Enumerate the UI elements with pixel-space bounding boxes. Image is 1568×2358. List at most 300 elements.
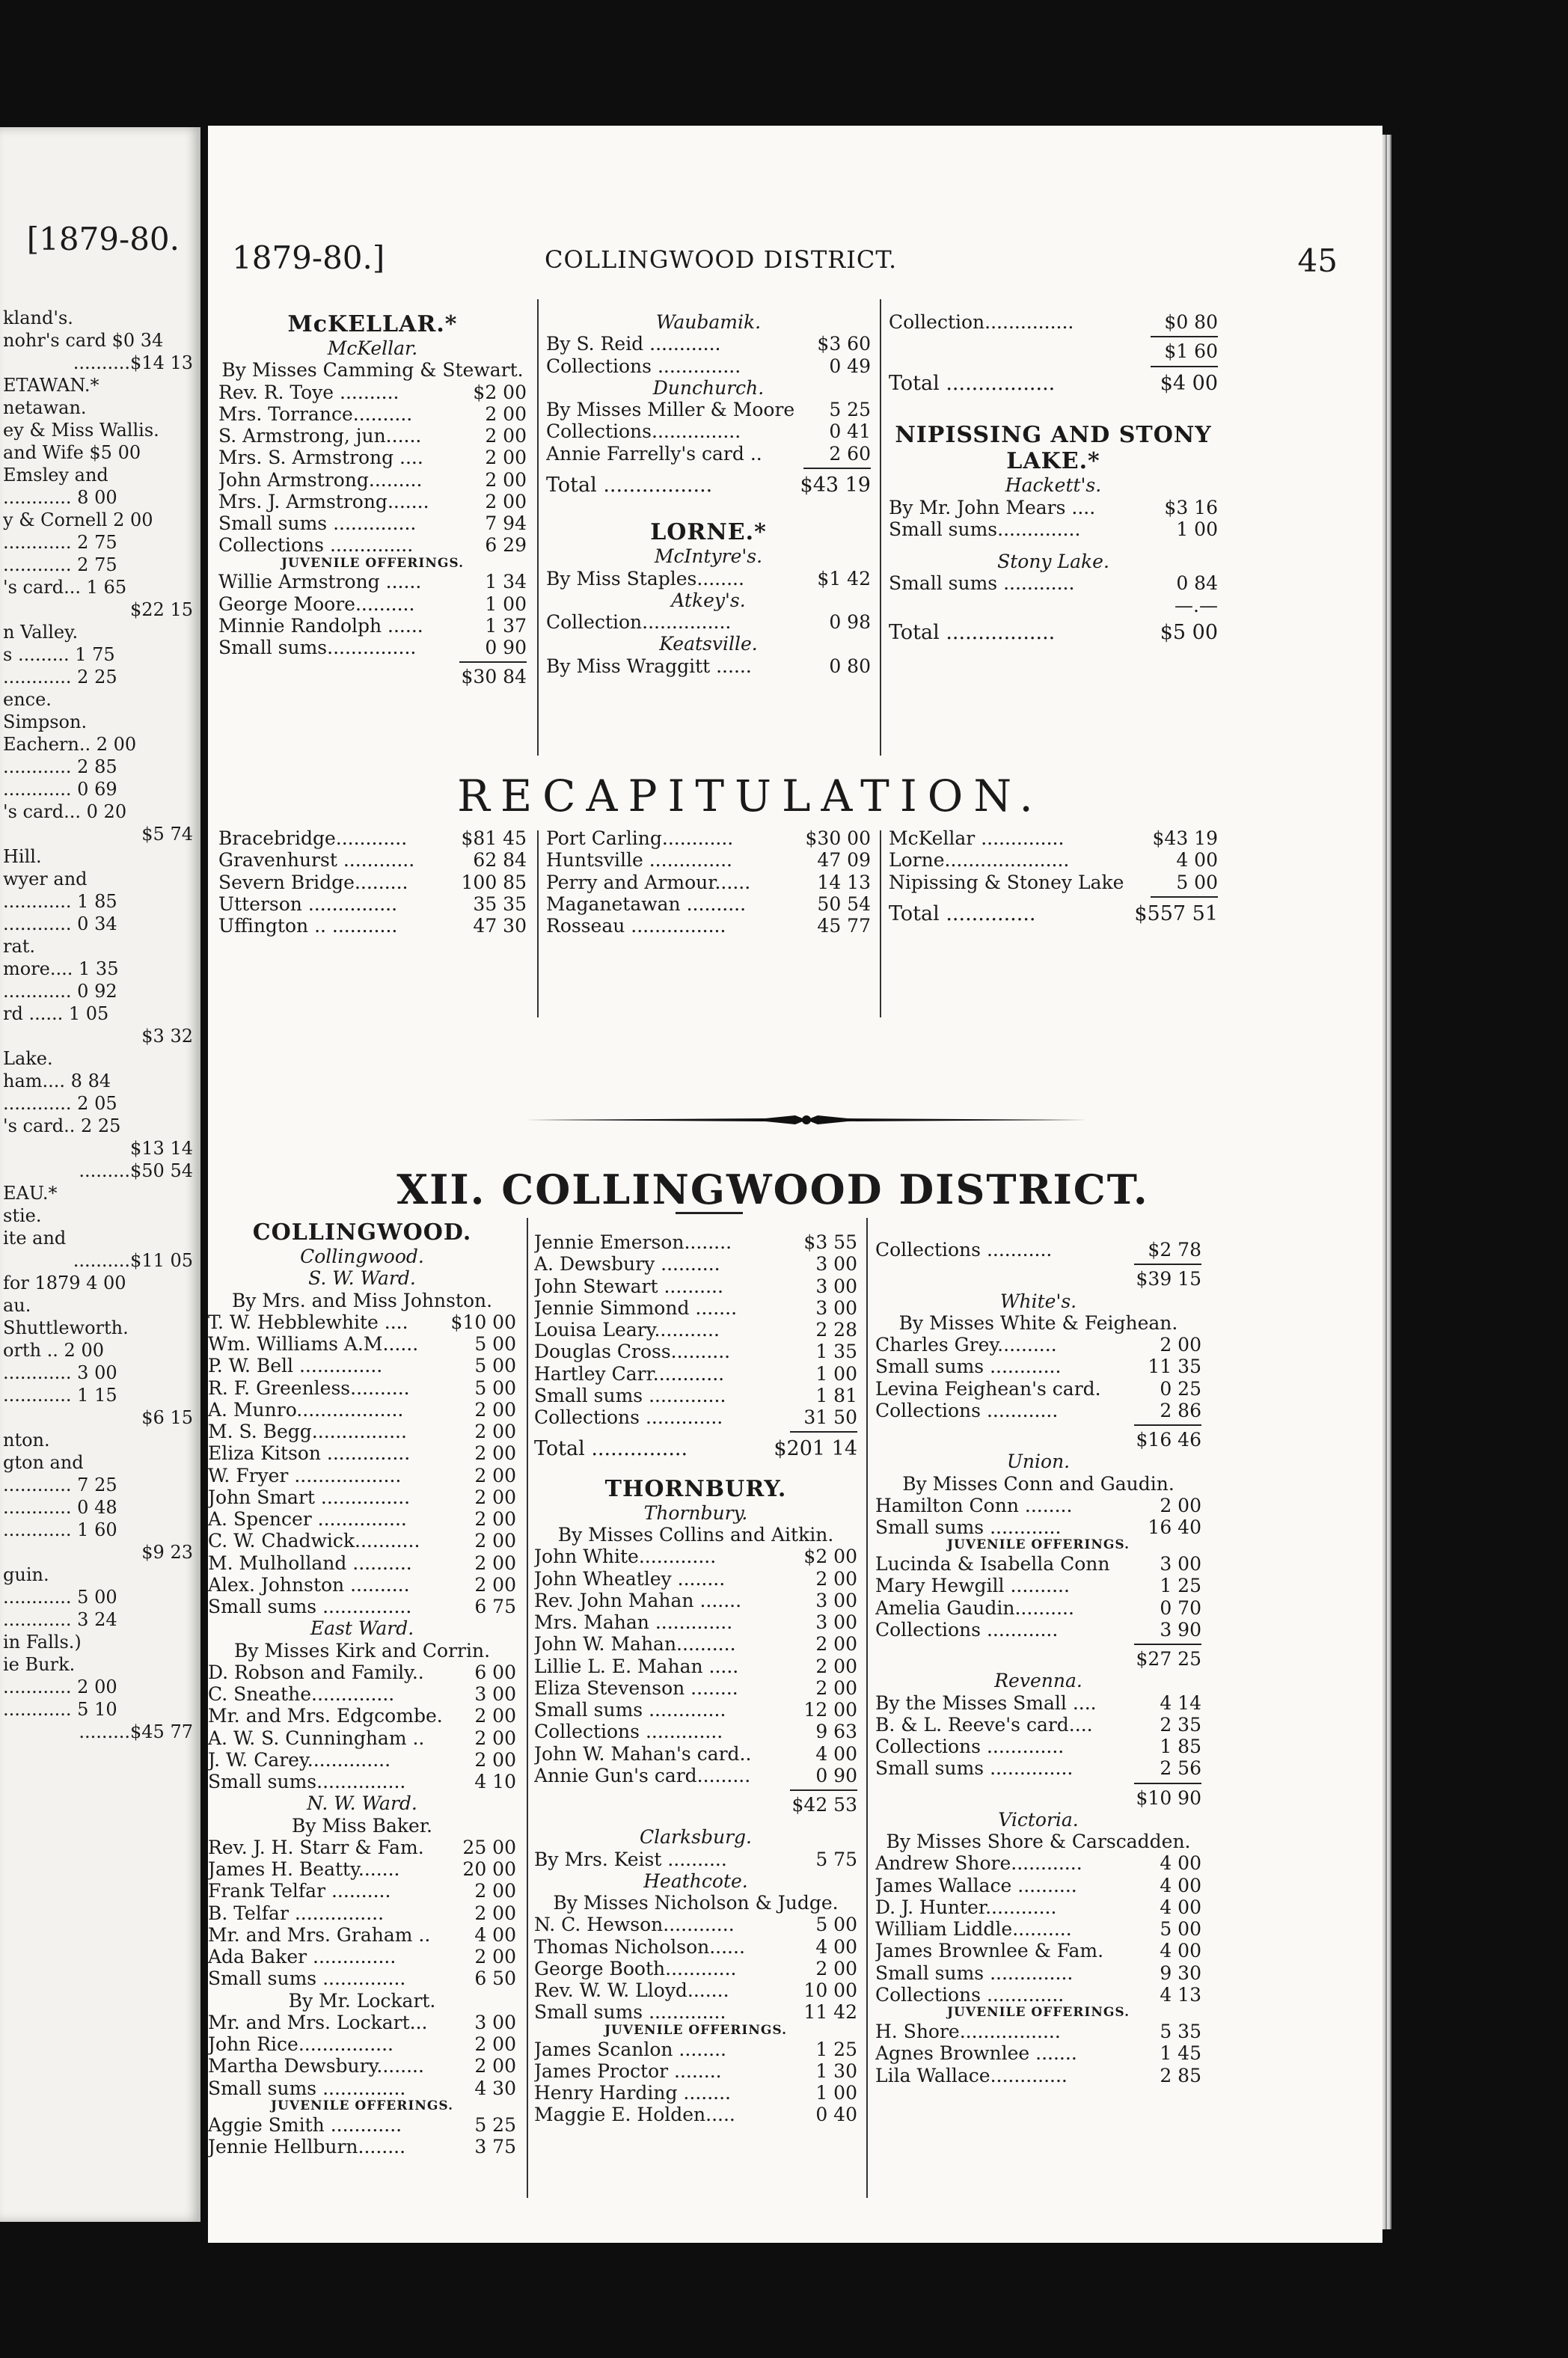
entry-row — [534, 1253, 857, 1275]
entry-name: John White............. — [534, 1546, 717, 1568]
total-row — [546, 474, 871, 497]
entry-name: Utterson ............... — [218, 892, 398, 915]
sum-rule — [1134, 1644, 1201, 1645]
left-page-line: netawan. — [3, 397, 87, 418]
entry-name: By S. Reid ............ — [546, 333, 721, 355]
entry-name: Small sums .............. — [218, 512, 417, 535]
recap-row — [218, 915, 527, 937]
entry-name: Small sums ............ — [889, 572, 1075, 595]
sum-rule — [1151, 366, 1218, 367]
entry-amount: 1 30 — [815, 2060, 857, 2082]
recap-col-2 — [546, 827, 871, 937]
entry-name: John W. Mahan.......... — [534, 1633, 736, 1656]
entry-name: Rev. John Mahan ....... — [534, 1589, 742, 1611]
left-page-line: kland's. — [3, 307, 73, 328]
entry-name: Small sums .............. — [208, 1967, 406, 1990]
entry-amount: 2 00 — [1160, 1334, 1201, 1356]
entry-amount: $1 42 — [817, 567, 871, 590]
entry-name: Hamilton Conn ........ — [875, 1494, 1073, 1516]
collingwood-column — [208, 1219, 516, 2158]
left-page-line: ..........$14 13 — [73, 352, 193, 373]
entry-amount: 4 00 — [1176, 849, 1218, 872]
entry-amount: 2 00 — [474, 1530, 516, 1552]
entry-row — [208, 1596, 516, 1617]
entry-amount: 1 81 — [815, 1384, 857, 1406]
left-page-line: ey & Miss Wallis. — [3, 420, 159, 441]
entry-amount: 11 42 — [803, 2001, 857, 2024]
entry-name: Collections .............. — [218, 534, 414, 557]
entry-amount: 5 00 — [474, 1355, 516, 1377]
recap-row — [889, 849, 1218, 871]
entry-row — [875, 1334, 1201, 1356]
entry-row — [218, 447, 527, 468]
entry-name: Wm. Williams A.M...... — [208, 1333, 419, 1356]
entry-amount: 14 13 — [817, 871, 871, 893]
entry-name: S. Armstrong, jun...... — [218, 425, 422, 447]
entry-name: By Mrs. Keist .......... — [534, 1848, 727, 1870]
left-page-line: ............ 0 48 — [3, 1497, 117, 1518]
recap-row — [546, 872, 871, 893]
entry-amount: 3 00 — [474, 1683, 516, 1706]
entry-name: Frank Telfar .......... — [208, 1880, 391, 1902]
entry-amount: 1 00 — [1176, 518, 1218, 540]
entry-amount: $0 80 — [1164, 311, 1218, 333]
entry-row — [208, 1705, 516, 1727]
column-divider — [880, 299, 881, 756]
left-page-line: ............ 2 25 — [3, 667, 117, 688]
recap-col-1 — [218, 827, 527, 937]
subtotal: $27 25 — [1136, 1648, 1201, 1670]
entry-amount: 3 00 — [1160, 1553, 1201, 1575]
sum-rule — [790, 1789, 857, 1791]
entry-amount: 3 00 — [815, 1275, 857, 1297]
entry-row — [218, 534, 527, 556]
left-page-line: ..........$11 05 — [73, 1250, 193, 1271]
entry-amount: 1 25 — [1160, 1575, 1201, 1597]
entry-amount: 6 75 — [474, 1596, 516, 1618]
left-page-line: $6 15 — [141, 1407, 193, 1428]
entry-row — [546, 399, 871, 420]
juvenile-heading: JUVENILE OFFERINGS. — [604, 2022, 787, 2038]
entry-row — [875, 1400, 1201, 1421]
entry-row — [889, 311, 1218, 333]
entry-name: Rev. W. W. Lloyd....... — [534, 1979, 729, 2002]
entry-amount: 2 00 — [474, 1573, 516, 1596]
entry-amount: 2 00 — [815, 1655, 857, 1677]
entry-row — [208, 1399, 516, 1421]
entry-name: Collections ........... — [875, 1239, 1053, 1261]
entry-amount: 2 00 — [474, 1705, 516, 1727]
total-label: Total ............... — [534, 1437, 688, 1461]
entry-amount: 4 00 — [1160, 1852, 1201, 1875]
entry-name: Collections ............. — [534, 1406, 723, 1428]
entry-name: J. W. Carey.............. — [208, 1748, 391, 1771]
entry-amount: 4 00 — [1160, 1874, 1201, 1896]
sum-rule — [1134, 1264, 1201, 1265]
total-label: Total ................. — [889, 371, 1056, 395]
entry-amount: 2 00 — [1160, 1494, 1201, 1516]
entry-amount: 11 35 — [1148, 1356, 1201, 1378]
entry-name: By Misses Miller & Moore — [546, 399, 795, 420]
entry-name: Mrs. Torrance.......... — [218, 402, 413, 425]
entry-name: Annie Farrelly's card .. — [546, 442, 762, 465]
entry-amount: 2 00 — [474, 2055, 516, 2077]
entry-name: Small sums............... — [208, 1771, 406, 1793]
entry-row — [208, 2077, 516, 2099]
entry-row — [218, 469, 527, 491]
entry-amount: 0 90 — [815, 1764, 857, 1786]
header-year: 1879-80.] — [232, 239, 385, 276]
mission-title: McKELLAR.* — [287, 311, 458, 337]
entry-row — [875, 1378, 1201, 1400]
entry-amount: 0 25 — [1160, 1377, 1201, 1400]
mission-title: COLLINGWOOD. — [252, 1219, 472, 1246]
collectors-line: By Mr. Lockart. — [288, 1989, 436, 2012]
left-page-line: ............ 2 75 — [3, 554, 117, 575]
entry-row — [534, 1568, 857, 1590]
entry-amount: 2 00 — [474, 1421, 516, 1443]
entry-name: John Wheatley ........ — [534, 1567, 726, 1590]
nipissing-column — [889, 311, 1218, 644]
entry-amount: $2 00 — [473, 381, 527, 403]
entry-row — [889, 497, 1218, 518]
total-label: Total .............. — [889, 901, 1036, 925]
entry-row — [534, 1297, 857, 1319]
entry-row — [534, 1611, 857, 1633]
mission-subtitle: Heathcote. — [643, 1869, 748, 1892]
entry-name: Mr. and Mrs. Edgcombe. — [208, 1705, 443, 1727]
juvenile-heading: JUVENILE OFFERINGS. — [947, 2005, 1130, 2021]
entry-amount: 2 00 — [474, 1508, 516, 1531]
entry-row — [875, 1962, 1201, 1984]
entry-row — [546, 611, 871, 633]
entry-amount: 2 00 — [474, 1946, 516, 1968]
left-page-line: ............ 7 25 — [3, 1474, 117, 1495]
entry-row — [218, 637, 527, 658]
entry-amount: 25 00 — [462, 1836, 516, 1858]
mission-subtitle: McIntyre's. — [654, 545, 763, 568]
entry-name: George Booth............ — [534, 1957, 737, 1979]
entry-row — [889, 518, 1218, 540]
entry-row — [208, 1333, 516, 1355]
left-page-line: stie. — [3, 1205, 42, 1226]
page-number: 45 — [1297, 242, 1338, 279]
entry-name: Collections............... — [546, 420, 741, 443]
entry-amount: 0 90 — [485, 637, 527, 659]
total-row — [889, 902, 1218, 926]
left-page-line: Eachern.. 2 00 — [3, 734, 137, 755]
entry-name: Small sums ............. — [534, 2001, 726, 2024]
entry-amount: 2 00 — [474, 1464, 516, 1486]
entry-name: William Liddle.......... — [875, 1918, 1072, 1941]
entry-name: Small sums............... — [218, 637, 417, 659]
left-page-line: nohr's card $0 34 — [3, 330, 164, 351]
left-page — [0, 127, 200, 2222]
entry-amount: 0 98 — [829, 611, 871, 634]
entry-name: James Brownlee & Fam. — [875, 1940, 1104, 1962]
entry-name: D. J. Hunter............ — [875, 1896, 1057, 1918]
entry-name: Port Carling............ — [546, 827, 734, 849]
left-page-line: ............ 0 92 — [3, 981, 117, 1002]
left-page-lines — [3, 307, 193, 1743]
sum-rule — [1134, 1424, 1201, 1426]
left-page-line: au. — [3, 1295, 31, 1316]
subtotal: $16 46 — [1136, 1429, 1201, 1451]
entry-row — [875, 1692, 1201, 1714]
left-page-line: ............ 5 00 — [3, 1587, 117, 1608]
entry-name: By Miss Staples........ — [546, 567, 744, 590]
collectors-line: By Misses Nicholson & Judge. — [553, 1892, 839, 1914]
entry-amount: $3 55 — [803, 1231, 857, 1253]
entry-name: Mr. and Mrs. Lockart... — [208, 2011, 428, 2033]
entry-amount: 5 00 — [815, 1914, 857, 1936]
mission-subtitle: McKellar. — [327, 337, 418, 360]
entry-row — [534, 1231, 857, 1253]
entry-name: Collections .............. — [546, 355, 741, 377]
entry-row — [534, 1743, 857, 1765]
entry-row — [546, 655, 871, 677]
entry-name: Lillie L. E. Mahan ..... — [534, 1655, 739, 1677]
entry-name: Agnes Brownlee ....... — [875, 2042, 1077, 2065]
entry-row — [875, 1516, 1201, 1538]
juvenile-heading: JUVENILE OFFERINGS. — [281, 555, 464, 571]
entry-amount: 2 00 — [474, 1902, 516, 1924]
entry-amount: 6 00 — [474, 1661, 516, 1683]
left-page-line: ............ 8 00 — [3, 487, 117, 508]
entry-amount: 3 00 — [815, 1253, 857, 1276]
entry-name: Collections ............. — [875, 1736, 1065, 1758]
left-page-line: ham.... 8 84 — [3, 1071, 111, 1091]
entry-name: Jennie Emerson........ — [534, 1231, 732, 1253]
entry-row — [208, 1442, 516, 1464]
waubamik-column — [546, 311, 871, 677]
collectors-line: By Misses Camming & Stewart. — [221, 359, 524, 382]
collectors-line: By Miss Baker. — [291, 1814, 432, 1837]
entry-amount: 4 00 — [1160, 1940, 1201, 1962]
entry-name: Jennie Hellburn........ — [208, 2135, 406, 2158]
entry-name: Thomas Nicholson...... — [534, 1935, 745, 1958]
sum-rule — [803, 468, 871, 469]
entry-row — [534, 2060, 857, 2082]
entry-row — [534, 1319, 857, 1341]
entry-name: M. S. Begg................ — [208, 1421, 407, 1443]
entry-name: Mrs. Mahan ............. — [534, 1611, 733, 1634]
entry-name: H. Shore................. — [875, 2021, 1061, 2042]
entry-amount: 2 00 — [474, 1880, 516, 1902]
entry-name: James Wallace .......... — [875, 1874, 1077, 1896]
entry-row — [218, 593, 527, 615]
entry-row — [875, 2021, 1201, 2042]
left-page-line: ............ 3 00 — [3, 1362, 117, 1383]
subtotal: $1 60 — [1164, 340, 1218, 363]
entry-name: N. C. Hewson............ — [534, 1914, 735, 1936]
entry-name: Maggie E. Holden..... — [534, 2104, 735, 2126]
entry-name: Mrs. S. Armstrong .... — [218, 447, 423, 469]
entry-name: Lorne..................... — [889, 849, 1070, 872]
entry-row — [208, 1749, 516, 1771]
collectors-line: By Misses White & Feighean. — [898, 1311, 1178, 1334]
entry-row — [534, 1633, 857, 1655]
mission-subtitle: Thornbury. — [643, 1501, 748, 1524]
left-page-line: .........$45 77 — [79, 1721, 193, 1742]
left-page-line: ETAWAN.* — [3, 375, 99, 396]
page-header — [223, 239, 1338, 284]
sum-rule — [459, 661, 527, 663]
column-divider — [537, 299, 539, 756]
column-divider — [527, 1218, 528, 2198]
entry-row — [208, 2012, 516, 2033]
entry-name: W. Fryer .................. — [208, 1464, 402, 1486]
entry-name: Small sums ............ — [875, 1356, 1062, 1378]
entry-row — [208, 1552, 516, 1574]
entry-name: James H. Beatty....... — [208, 1858, 400, 1881]
entry-amount: 4 14 — [1160, 1691, 1201, 1714]
column-divider — [866, 1218, 868, 2198]
entry-amount: 4 00 — [815, 1935, 857, 1958]
entry-row — [208, 1486, 516, 1508]
left-page-line: $5 74 — [141, 824, 193, 845]
entry-name: Willie Armstrong ...... — [218, 571, 422, 593]
recap-row — [546, 849, 871, 871]
entry-amount: 3 00 — [815, 1296, 857, 1319]
entry-amount: 47 09 — [817, 849, 871, 872]
collectors-line: By Misses Conn and Gaudin. — [902, 1472, 1175, 1495]
entry-amount: 1 45 — [1160, 2042, 1201, 2065]
entry-row — [208, 1924, 516, 1946]
entry-row — [875, 1495, 1201, 1516]
entry-amount: 2 00 — [815, 1567, 857, 1590]
left-page-line: Shuttleworth. — [3, 1317, 129, 1338]
entry-row — [208, 1858, 516, 1880]
left-page-line: nton. — [3, 1430, 50, 1451]
entry-name: C. W. Chadwick........... — [208, 1530, 420, 1552]
entry-amount: 2 56 — [1160, 1757, 1201, 1780]
mission-subtitle: White's. — [999, 1290, 1077, 1312]
entry-amount: 4 00 — [1160, 1896, 1201, 1918]
entry-row — [208, 1377, 516, 1399]
entry-amount: 6 29 — [485, 534, 527, 557]
entry-amount: 3 75 — [474, 2135, 516, 2158]
entry-amount: 2 00 — [815, 1633, 857, 1656]
entry-amount: 0 70 — [1160, 1596, 1201, 1619]
entry-amount: 35 35 — [473, 892, 527, 915]
left-page-line: y & Cornell 2 00 — [3, 509, 153, 530]
entry-name: John Smart ............... — [208, 1486, 411, 1508]
entry-amount: 5 25 — [474, 2113, 516, 2136]
entry-amount: 5 00 — [474, 1333, 516, 1356]
entry-name: Minnie Randolph ...... — [218, 614, 423, 637]
column-divider — [537, 830, 539, 1017]
left-page-line: gton and — [3, 1452, 84, 1473]
entry-name: Collection............... — [546, 611, 732, 634]
left-page-line: ............ 5 10 — [3, 1699, 117, 1720]
entry-amount: 12 00 — [803, 1699, 857, 1721]
entry-amount: 6 50 — [474, 1967, 516, 1990]
mission-subtitle: Victoria. — [998, 1808, 1079, 1831]
entry-amount: 1 25 — [815, 2038, 857, 2060]
entry-row — [208, 1902, 516, 1924]
recap-row — [218, 849, 527, 871]
entry-name: By Mr. John Mears .... — [889, 496, 1096, 518]
entry-name: C. Sneathe.............. — [208, 1683, 395, 1706]
left-page-line: 's card... 1 65 — [3, 577, 127, 598]
left-page-line: ............ 0 69 — [3, 779, 117, 800]
entry-amount: $3 60 — [817, 333, 871, 355]
entry-name: Annie Gun's card......... — [534, 1764, 751, 1786]
entry-row — [218, 425, 527, 447]
entry-name: Rosseau ................ — [546, 915, 726, 937]
entry-amount: $10 00 — [450, 1311, 516, 1333]
entry-amount: 3 90 — [1160, 1618, 1201, 1641]
entry-name: Huntsville .............. — [546, 849, 732, 872]
entry-amount: 2 00 — [485, 425, 527, 447]
mission-subtitle: Atkey's. — [671, 589, 746, 611]
entry-name: A. Dewsbury .......... — [534, 1253, 720, 1276]
entry-row — [208, 1530, 516, 1552]
sum-rule — [790, 1431, 857, 1433]
left-page-line: wyer and — [3, 869, 88, 889]
entry-row — [546, 420, 871, 442]
entry-row — [875, 1875, 1201, 1896]
entry-name: Small sums ............... — [208, 1596, 412, 1618]
entry-amount: $81 45 — [461, 827, 527, 849]
left-page-line: ite and — [3, 1228, 67, 1249]
mission-title: NIPISSING AND STONY — [895, 422, 1212, 449]
entry-row — [534, 1765, 857, 1786]
entry-name: Small sums ............ — [875, 1516, 1062, 1538]
entry-name: R. F. Greenless.......... — [208, 1376, 410, 1399]
entry-row — [546, 568, 871, 590]
entry-amount: $43 19 — [1152, 827, 1218, 849]
entry-row — [534, 1363, 857, 1385]
entry-row — [208, 1508, 516, 1530]
entry-amount: $3 16 — [1164, 496, 1218, 518]
entry-row — [208, 1967, 516, 1989]
entry-name: Small sums ............. — [534, 1699, 726, 1721]
entry-name: P. W. Bell .............. — [208, 1355, 383, 1377]
total-amount: $557 51 — [1134, 901, 1218, 925]
entry-amount: 2 00 — [815, 1957, 857, 1979]
left-page-line: ence. — [3, 689, 52, 710]
entry-row — [875, 1714, 1201, 1736]
left-page-line: ............ 1 60 — [3, 1519, 117, 1540]
entry-amount: 2 00 — [474, 1442, 516, 1465]
entry-amount: 2 35 — [1160, 1713, 1201, 1736]
entry-name: D. Robson and Family.. — [208, 1661, 424, 1683]
left-page-line: ............ 3 24 — [3, 1609, 117, 1630]
entry-row — [218, 382, 527, 403]
entry-name: Collection............... — [889, 311, 1074, 333]
entry-name: Gravenhurst ............ — [218, 849, 415, 872]
mission-subtitle: Waubamik. — [655, 311, 762, 333]
entry-amount: 20 00 — [462, 1858, 516, 1881]
recap-col-3 — [889, 827, 1218, 925]
entry-amount: 5 00 — [1160, 1918, 1201, 1941]
left-page-line: 's card... 0 20 — [3, 801, 127, 822]
entry-name: Collections ............. — [534, 1721, 723, 1743]
entry-amount: 2 86 — [1160, 1399, 1201, 1421]
entry-amount: 2 00 — [474, 1398, 516, 1421]
entry-amount: 5 00 — [1176, 871, 1218, 893]
section-title: XII. COLLINGWOOD DISTRICT. — [396, 1166, 1149, 1213]
entry-name: Douglas Cross.......... — [534, 1341, 731, 1363]
entry-name: George Moore.......... — [218, 592, 415, 615]
entry-amount: $2 78 — [1148, 1239, 1201, 1261]
entry-name: Collections ............ — [875, 1618, 1059, 1641]
entry-name: John Armstrong......... — [218, 468, 423, 491]
entry-name: Mrs. J. Armstrong....... — [218, 490, 429, 512]
entry-row — [534, 1341, 857, 1362]
